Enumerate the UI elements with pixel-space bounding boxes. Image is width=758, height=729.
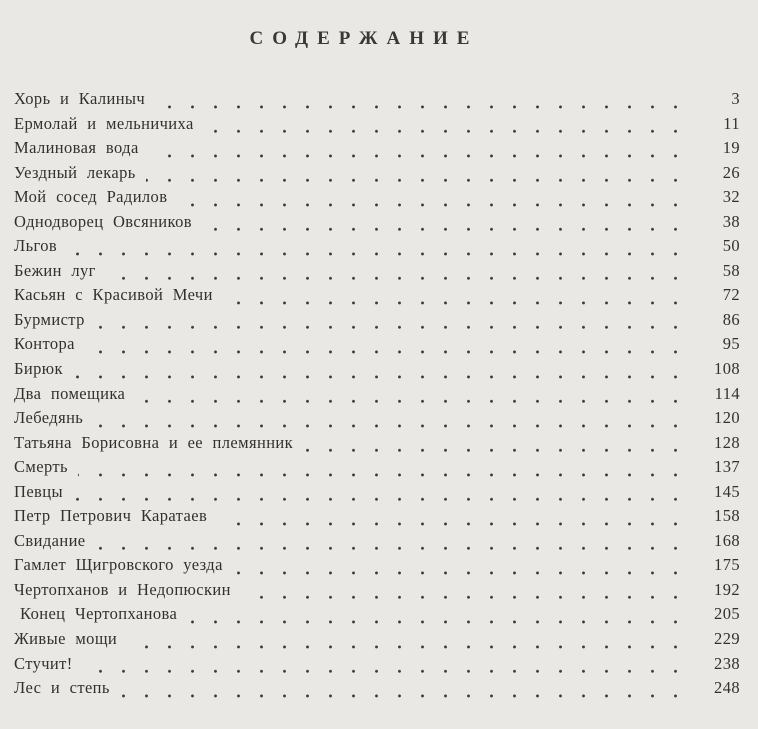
toc-entry	[14, 431, 740, 456]
toc-entry-title: Петр Петрович Каратаев	[14, 504, 217, 529]
toc-entry-title: Ермолай и мельничиха	[14, 112, 204, 137]
toc-entry	[14, 602, 740, 627]
toc-entry-title: Уездный лекарь	[14, 161, 146, 186]
toc-entry-page: 158	[694, 504, 740, 529]
toc-entry-title: Контора	[14, 332, 85, 357]
toc-entry-page: 95	[694, 332, 740, 357]
toc-entry-page: 175	[694, 553, 740, 578]
toc-entry-page: 86	[694, 308, 740, 333]
toc-entry-title: Хорь и Калиныч	[14, 87, 155, 112]
toc-entry-page: 108	[694, 357, 740, 382]
toc-entry-title: Живые мощи	[14, 627, 127, 652]
toc-entry-title: Конец Чертопханова	[14, 602, 187, 627]
toc-entry-page: 26	[694, 161, 740, 186]
toc-entry-title: Певцы	[14, 480, 73, 505]
toc-entry-page: 120	[694, 406, 740, 431]
toc-entry	[14, 210, 740, 235]
toc-entry	[14, 357, 740, 382]
toc-entry-title: Свидание	[14, 529, 96, 554]
toc-entry-page: 114	[694, 382, 740, 407]
toc-entry-title: Два помещика	[14, 382, 135, 407]
toc-entry-page: 38	[694, 210, 740, 235]
toc-entry	[14, 234, 740, 259]
toc-entry	[14, 676, 740, 701]
toc-entry	[14, 553, 740, 578]
toc-entry	[14, 332, 740, 357]
toc-entry	[14, 161, 740, 186]
toc-entry-page: 145	[694, 480, 740, 505]
toc-entry-title: Касьян с Красивой Мечи	[14, 283, 223, 308]
toc-entry-page: 50	[694, 234, 740, 259]
toc-entry-title: Татьяна Борисовна и ее племянник	[14, 431, 303, 456]
toc-entry-title: Мой сосед Радилов	[14, 185, 177, 210]
toc-entry-page: 238	[694, 652, 740, 677]
toc-list	[14, 87, 740, 701]
toc-entry	[14, 308, 740, 333]
toc-entry	[14, 283, 740, 308]
toc-entry	[14, 185, 740, 210]
toc-entry-title: Стучит!	[14, 652, 83, 677]
toc-entry	[14, 504, 740, 529]
toc-entry	[14, 578, 740, 603]
toc-entry	[14, 652, 740, 677]
toc-entry	[14, 112, 740, 137]
toc-entry-page: 3	[694, 87, 740, 112]
toc-entry-title: Бурмистр	[14, 308, 95, 333]
toc-entry	[14, 529, 740, 554]
toc-entry	[14, 455, 740, 480]
toc-entry-page: 192	[694, 578, 740, 603]
toc-entry-title: Льгов	[14, 234, 67, 259]
toc-entry-page: 128	[694, 431, 740, 456]
toc-entry	[14, 87, 740, 112]
toc-entry-page: 11	[694, 112, 740, 137]
toc-entry	[14, 406, 740, 431]
toc-entry-page: 72	[694, 283, 740, 308]
toc-entry-page: 19	[694, 136, 740, 161]
toc-entry-page: 58	[694, 259, 740, 284]
toc-entry-title: Гамлет Щигровского уезда	[14, 553, 233, 578]
toc-entry-page: 205	[694, 602, 740, 627]
toc-entry-title: Бирюк	[14, 357, 73, 382]
toc-entry-page: 168	[694, 529, 740, 554]
toc-entry	[14, 627, 740, 652]
toc-entry-page: 248	[694, 676, 740, 701]
toc-entry	[14, 382, 740, 407]
toc-entry-title: Однодворец Овсяников	[14, 210, 202, 235]
toc-entry-title: Чертопханов и Недопюскин	[14, 578, 241, 603]
toc-entry-title: Бежин луг	[14, 259, 106, 284]
toc-entry-page: 229	[694, 627, 740, 652]
toc-entry-title: Смерть	[14, 455, 78, 480]
page-title: СОДЕРЖАНИЕ	[249, 28, 479, 49]
toc-entry	[14, 480, 740, 505]
toc-entry-page: 32	[694, 185, 740, 210]
toc-entry-page: 137	[694, 455, 740, 480]
toc-entry	[14, 136, 740, 161]
toc-entry	[14, 259, 740, 284]
toc-entry-title: Малиновая вода	[14, 136, 149, 161]
toc-entry-title: Лес и степь	[14, 676, 120, 701]
book-page	[0, 29, 758, 729]
toc-entry-title: Лебедянь	[14, 406, 93, 431]
